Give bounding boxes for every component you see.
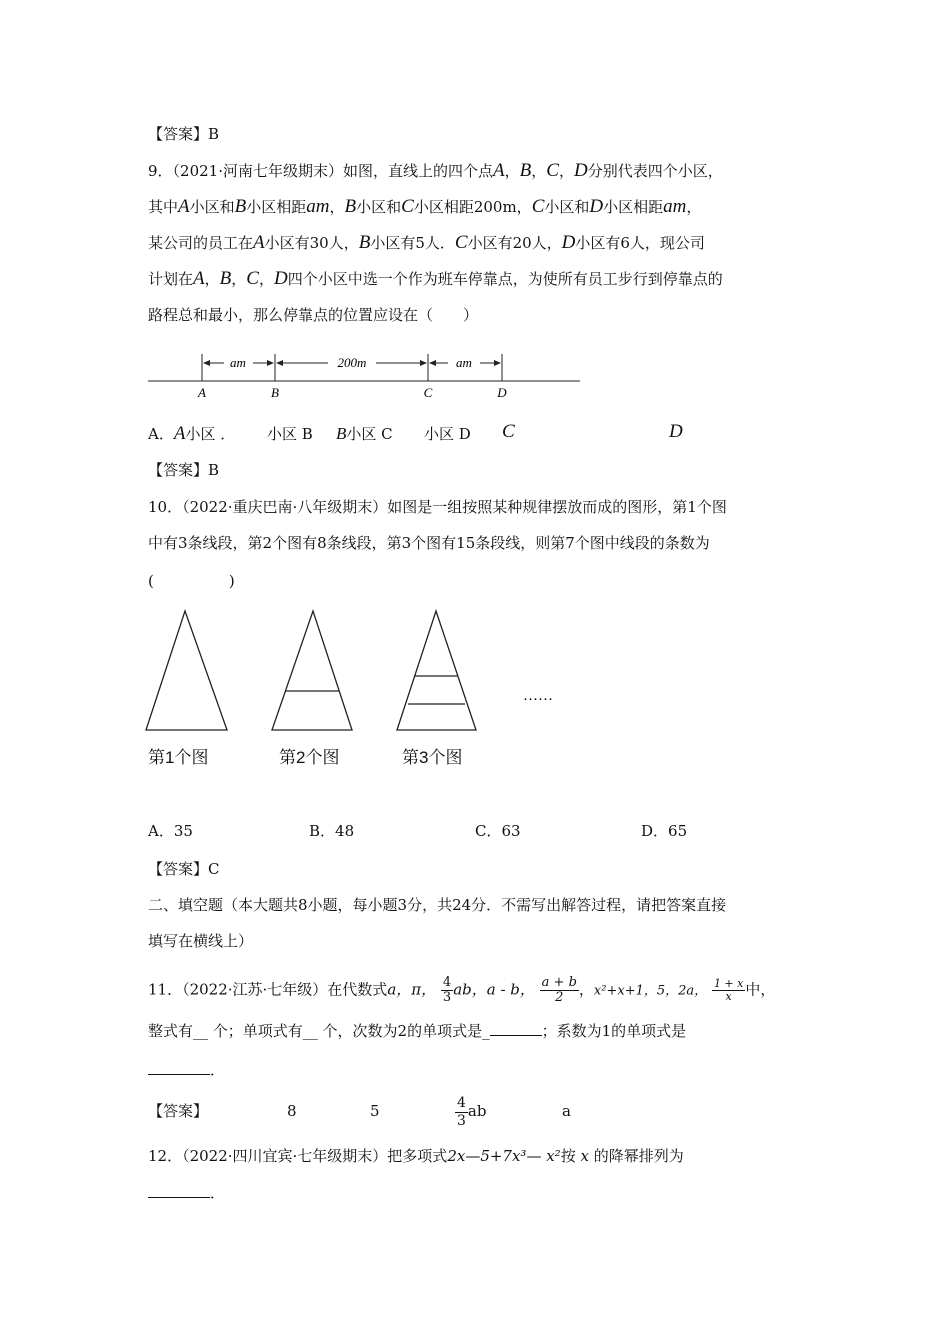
q11-line-3: ． (148, 1060, 225, 1080)
point-label-b: B (271, 385, 279, 400)
section-heading-line-1: 二、填空题（本大题共8小题，每小题3分，共24分．不需写出解答过程，请把答案直接 (148, 896, 727, 914)
answer-label-q11: 【答案】 (148, 1102, 209, 1120)
q9-line-5: 路程总和最小，那么停靠点的位置应设在（ ） (148, 306, 479, 324)
answer-label-q10: 【答案】C (148, 860, 220, 878)
figure-caption-3: 第3个图 (402, 748, 463, 767)
q11-line-2: 整式有__ 个；单项式有__ 个，次数为2的单项式是_ ；系数为1的单项式是 (148, 1022, 687, 1040)
fraction-4-3: $\frac{4}{3}$ (457, 1094, 466, 1129)
q9-option-b: 小区 B (267, 425, 313, 443)
fraction-a-plus-b-over-2: $\frac{a + b}{2}$ (541, 975, 577, 1005)
q10-option-b: B．48 (309, 822, 355, 840)
q9-option-letter-d: D (669, 421, 683, 442)
q9-option-letter-c: C (502, 421, 515, 442)
triangle-figure-3 (397, 611, 476, 730)
answer-label-q9: 【答案】B (148, 461, 220, 479)
answer-label-q8: 【答案】B (148, 125, 220, 143)
q9-line-1: 9．（2021·河南七年级期末）如图，直线上的四个点A，B，C，D分别代表四个小区， (148, 160, 723, 181)
q10-line-3: ( ) (148, 572, 235, 590)
q11-answer-1: 8 (287, 1102, 297, 1120)
fraction-1-plus-x-over-x: $\frac{1 + x}{x}$ (713, 977, 744, 1003)
triangle-figure-2 (272, 611, 352, 730)
q10-line-1: 10．（2022·重庆巴南·八年级期末）如图是一组按照某种规律摆放而成的图形，第1个图 (148, 498, 727, 516)
blank-line (148, 1183, 210, 1198)
point-label-c: C (423, 385, 433, 400)
point-label-a: A (198, 385, 206, 400)
blank-line (490, 1021, 542, 1036)
triangle-figures (140, 605, 570, 740)
arrow-head (429, 360, 436, 366)
q11-answer-4: a (562, 1102, 571, 1120)
arrow-head (267, 360, 274, 366)
arrow-head (420, 360, 427, 366)
q10-option-c: C．63 (475, 822, 521, 840)
figure-ellipsis: …… (523, 688, 553, 704)
q11-line-1: 11．（2022·江苏·七年级）在代数式a，π， $\frac{4}{3}$ ab，a - b， $\frac{a + b}{2}$ ，x²+x+1，5，2a， $\frac{1 + x}{x}$ 中， (148, 975, 776, 1005)
blank-line (148, 1060, 210, 1075)
q9-option-c: B小区 C (336, 424, 393, 443)
segment-label-bc: 200m (337, 355, 367, 370)
fraction-4-3: $\frac{4}{3}$ (442, 975, 452, 1005)
segment-label-ab: am (230, 355, 246, 370)
q9-line-3: 某公司的员工在A小区有30人，B小区有5人．C小区有20人，D小区有6人，现公司 (148, 232, 705, 253)
point-label-d: D (497, 385, 507, 400)
q9-options: A．A小区 ． (148, 423, 236, 444)
figure-caption-2: 第2个图 (279, 748, 340, 767)
section-heading-line-2: 填写在横线上） (148, 932, 254, 950)
number-line-diagram (148, 348, 582, 404)
q12-line-1: 12．（2022·四川宜宾·七年级期末）把多项式2x—5+7x³— x²按 x 的降幂排列为 (148, 1147, 684, 1165)
q10-option-a: A．35 (148, 822, 193, 840)
arrow-head (276, 360, 283, 366)
q9-line-4: 计划在A，B，C，D四个小区中选一个作为班车停靠点，为使所有员工步行到停靠点的 (148, 268, 723, 289)
q11-answer-3: $\frac{4}{3}$ ab (457, 1094, 487, 1129)
q11-answer-2: 5 (370, 1102, 380, 1120)
arrow-head (494, 360, 501, 366)
segment-label-cd: am (456, 355, 472, 370)
figure-caption-1: 第1个图 (148, 748, 209, 767)
q9-line-2: 其中A小区和B小区相距am，B小区和C小区相距200m，C小区和D小区相距am， (148, 196, 702, 217)
triangle-figure-1 (146, 611, 227, 730)
q12-line-2: ． (148, 1183, 225, 1203)
q10-option-d: D．65 (641, 822, 688, 840)
arrow-head (203, 360, 210, 366)
q9-option-d: 小区 D (424, 425, 471, 443)
q10-line-2: 中有3条线段，第2个图有8条线段，第3个图有15条段线，则第7个图中线段的条数为 (148, 534, 710, 552)
